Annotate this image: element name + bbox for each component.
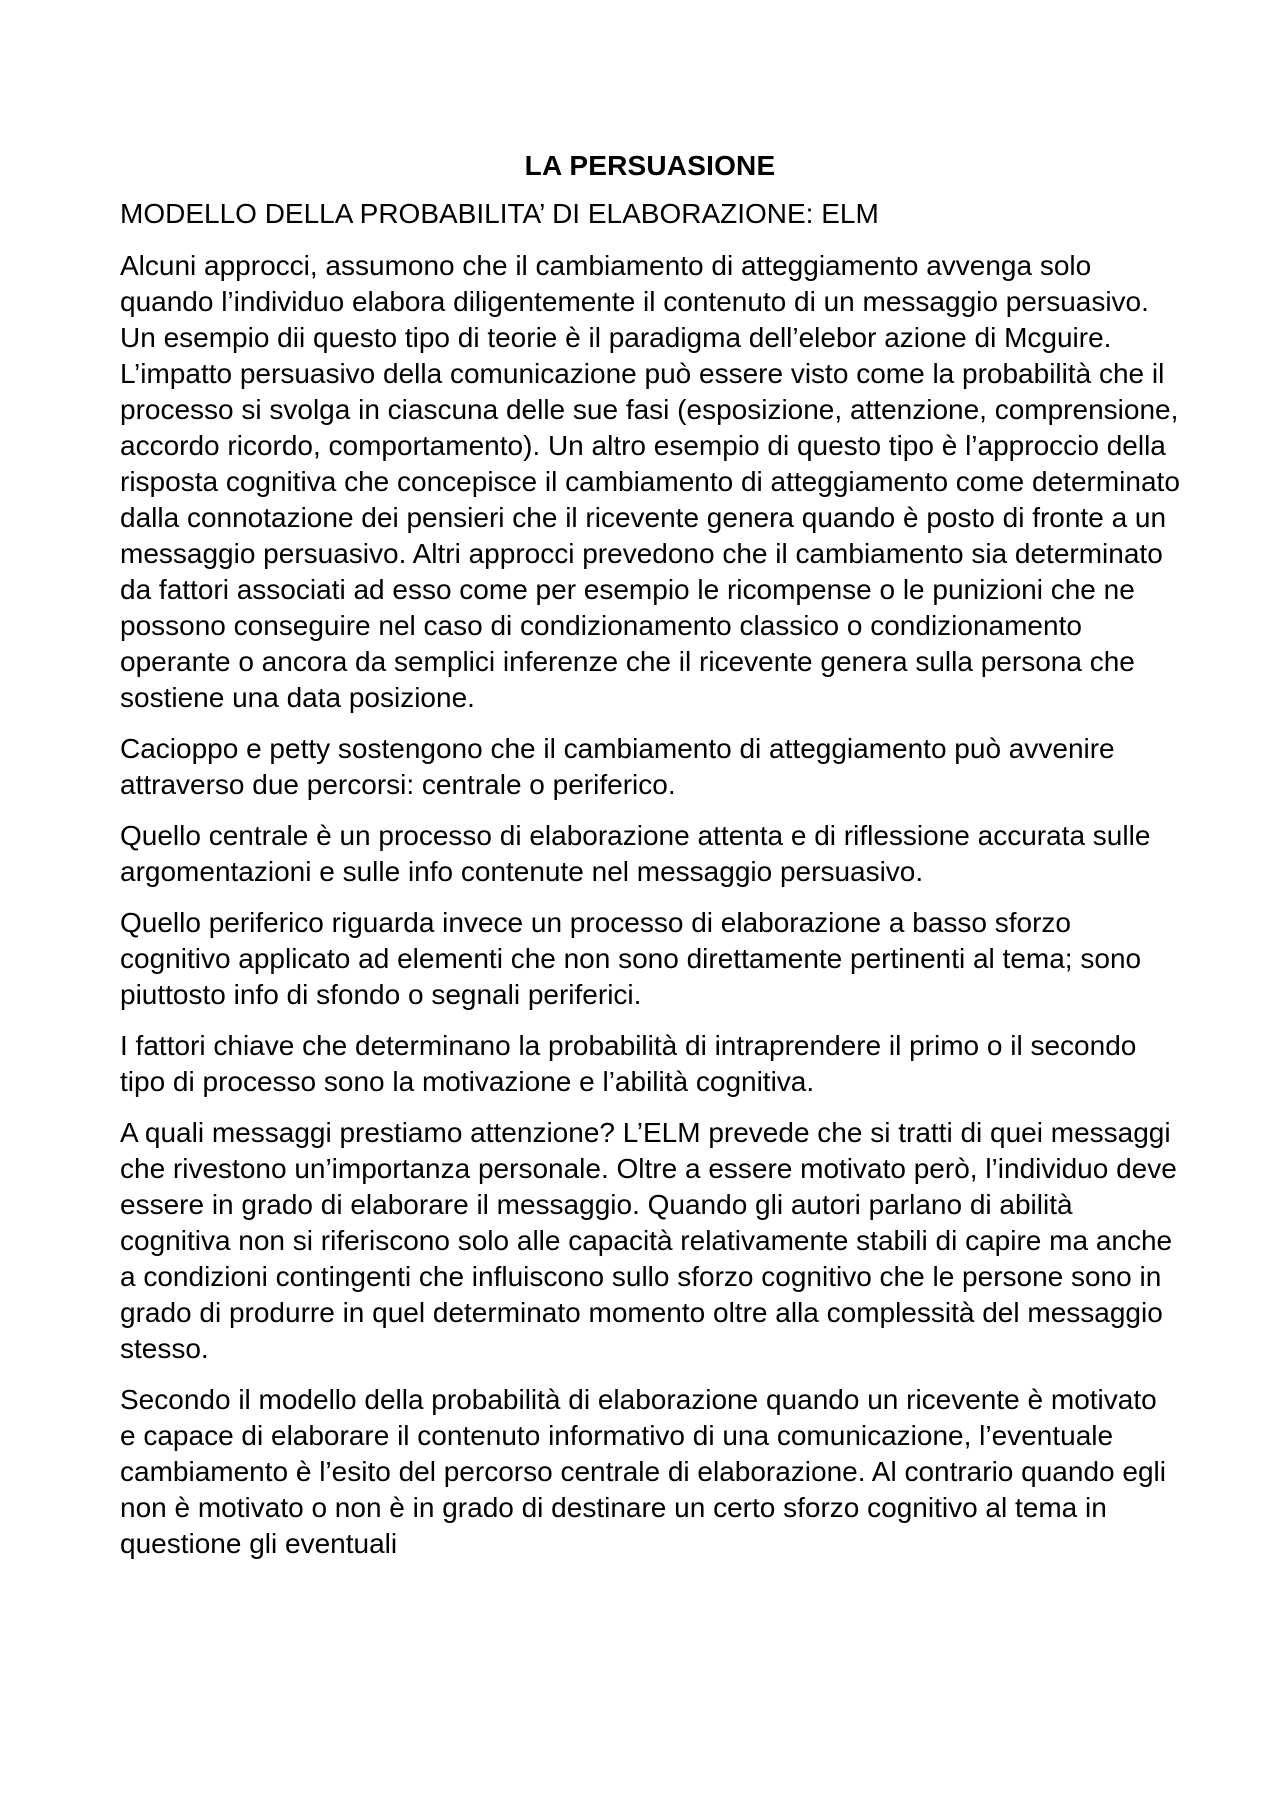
- section-heading: MODELLO DELLA PROBABILITA’ DI ELABORAZIONE: ELM: [120, 198, 879, 229]
- paragraph-percorso-centrale: Quello centrale è un processo di elaborazione attenta e di riflessione accurata sulle argomentazioni e sulle info contenute nel messaggio persuasivo.: [120, 820, 1151, 887]
- document-body: [120, 148, 1180, 1577]
- paragraph-cacioppo-petty: Cacioppo e petty sostengono che il cambiamento di atteggiamento può avvenire attraverso due percorsi: centrale o periferico.: [120, 733, 1115, 800]
- paragraph-percorso-periferico: Quello periferico riguarda invece un processo di elaborazione a basso sforzo cognitivo applicato ad elementi che non sono direttamente pertinenti al tema; sono piuttosto info di sfondo o segnali periferici.: [120, 907, 1142, 1010]
- document-title: LA PERSUASIONE: [524, 150, 776, 181]
- paragraph-fattori-chiave: I fattori chiave che determinano la probabilità di intraprendere il primo o il secondo tipo di processo sono la motivazione e l’abilità cognitiva.: [120, 1030, 1137, 1097]
- paragraph-modello-probabilita: Secondo il modello della probabilità di elaborazione quando un ricevente è motivato e capace di elaborare il contenuto informativo di una comunicazione, l’eventuale cambiamento è l’esito del percorso centrale di elaborazione. Al contrario quando egli non è motivato o non è in grado di destinare un certo sforzo cognitivo al tema in questione gli eventuali: [120, 1384, 1166, 1559]
- paragraph-approcci: Alcuni approcci, assumono che il cambiamento di atteggiamento avvenga solo quando l’individuo elabora diligentemente il contenuto di un messaggio persuasivo. Un esempio dii questo tipo di teorie è il paradigma dell’elebor azione di Mcguire. L’impatto persuasivo della comunicazione può essere visto come la probabilità che il processo si svolga in ciascuna delle sue fasi (esposizione, attenzione, comprensione, accordo ricordo, comportamento). Un altro esempio di questo tipo è l’approccio della risposta cognitiva che concepisce il cambiamento di atteggiamento come determinato dalla connotazione dei pensieri che il ricevente genera quando è posto di fronte a un messaggio persuasivo. Altri approcci prevedono che il cambiamento sia determinato da fattori associati ad esso come per esempio le ricompense o le punizioni che ne possono conseguire nel caso di condizionamento classico o condizionamento operante o ancora da semplici inferenze che il ricevente genera sulla persona che sostiene una data posizione.: [120, 250, 1180, 713]
- paragraph-messaggi-attenzione: A quali messaggi prestiamo attenzione? L’ELM prevede che si tratti di quei messaggi che rivestono un’importanza personale. Oltre a essere motivato però, l’individuo deve essere in grado di elaborare il messaggio. Quando gli autori parlano di abilità cognitiva non si riferiscono solo alle capacità relativamente stabili di capire ma anche a condizioni contingenti che influiscono sullo sforzo cognitivo che le persone sono in grado di produrre in quel determinato momento oltre alla complessità del messaggio stesso.: [120, 1117, 1177, 1364]
